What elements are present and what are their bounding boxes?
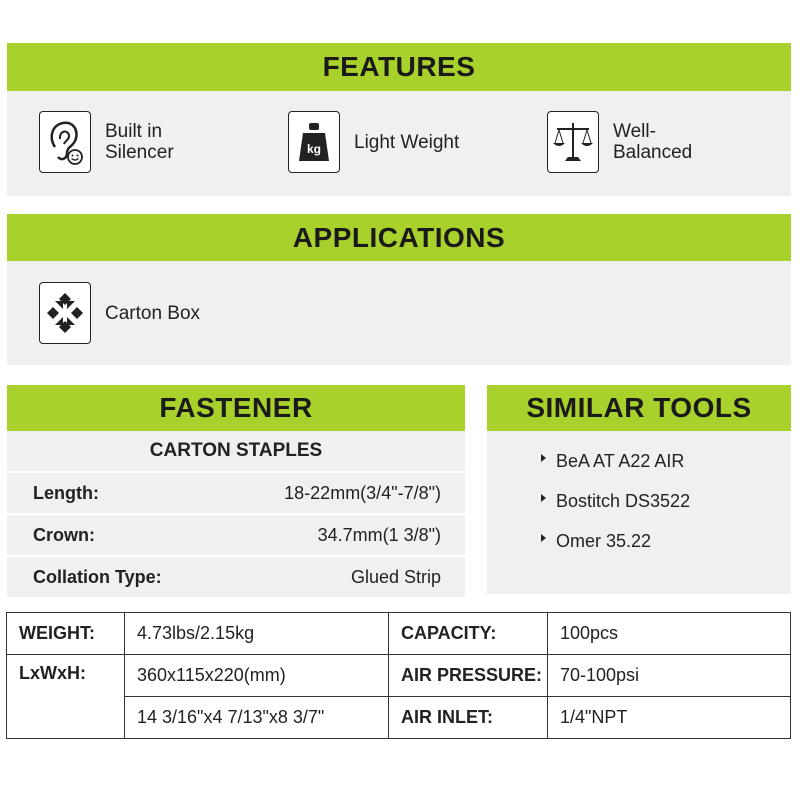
features-title: FEATURES <box>7 43 791 91</box>
similar-tool-label: Bostitch DS3522 <box>556 490 691 511</box>
triangle-bullet-icon <box>541 494 546 502</box>
feature-item-silencer <box>39 111 174 173</box>
applications-title: APPLICATIONS <box>7 214 791 261</box>
feature-item-well-balanced <box>547 111 692 173</box>
similar-tools-section <box>487 385 791 594</box>
weight-value: 4.73lbs/2.15kg <box>125 613 389 655</box>
specs-table <box>6 612 791 739</box>
application-label-carton-box: Carton Box <box>105 302 201 324</box>
feature-label-well-balanced: Well- Balanced <box>613 121 693 163</box>
feature-label-light-weight: Light Weight <box>354 131 460 153</box>
fastener-length-value: 18-22mm(3/4"-7/8") <box>284 482 441 503</box>
applications-panel <box>7 261 791 365</box>
balance-scale-icon <box>547 111 599 173</box>
similar-tool-label: Omer 35.22 <box>556 530 652 551</box>
fastener-collation-value: Glued Strip <box>350 566 441 587</box>
features-panel <box>7 91 791 196</box>
triangle-bullet-icon <box>541 454 546 462</box>
fastener-row-length <box>7 473 465 513</box>
similar-tools-title: SIMILAR TOOLS <box>487 385 791 431</box>
air-pressure-label: AIR PRESSURE: <box>389 655 548 697</box>
application-item-carton-box <box>39 282 200 344</box>
capacity-label: CAPACITY: <box>389 613 548 655</box>
dims-value-in: 14 3/16"x4 7/13"x8 3/7" <box>125 697 389 739</box>
kg-weight-icon <box>288 111 340 173</box>
features-section <box>7 43 791 196</box>
fastener-section <box>7 385 465 597</box>
dims-value-mm: 360x115x220(mm) <box>125 655 389 697</box>
fastener-title: FASTENER <box>7 385 465 431</box>
ear-silencer-icon <box>39 111 91 173</box>
fastener-collation-label: Collation Type: <box>33 566 162 587</box>
feature-item-light-weight <box>288 111 459 173</box>
dims-label: LxWxH: <box>7 655 125 739</box>
kg-label: kg <box>306 142 322 156</box>
weight-label: WEIGHT: <box>7 613 125 655</box>
applications-section <box>7 214 791 365</box>
capacity-value: 100pcs <box>548 613 791 655</box>
fastener-row-collation <box>7 557 465 597</box>
similar-tool-item <box>487 441 791 481</box>
fastener-length-label: Length: <box>33 482 99 503</box>
carton-box-icon <box>39 282 91 344</box>
air-inlet-label: AIR INLET: <box>389 697 548 739</box>
fastener-subtitle: CARTON STAPLES <box>7 431 465 471</box>
feature-label-silencer: Built in Silencer <box>105 121 174 163</box>
fastener-row-crown <box>7 515 465 555</box>
similar-tool-item <box>487 521 791 561</box>
air-pressure-value: 70-100psi <box>548 655 791 697</box>
similar-tool-label: BeA AT A22 AIR <box>556 450 685 471</box>
fastener-crown-value: 34.7mm(1 3/8") <box>317 524 441 545</box>
air-inlet-value: 1/4"NPT <box>548 697 791 739</box>
triangle-bullet-icon <box>541 534 546 542</box>
similar-tool-item <box>487 481 791 521</box>
similar-tools-panel <box>487 431 791 594</box>
fastener-crown-label: Crown: <box>33 524 95 545</box>
